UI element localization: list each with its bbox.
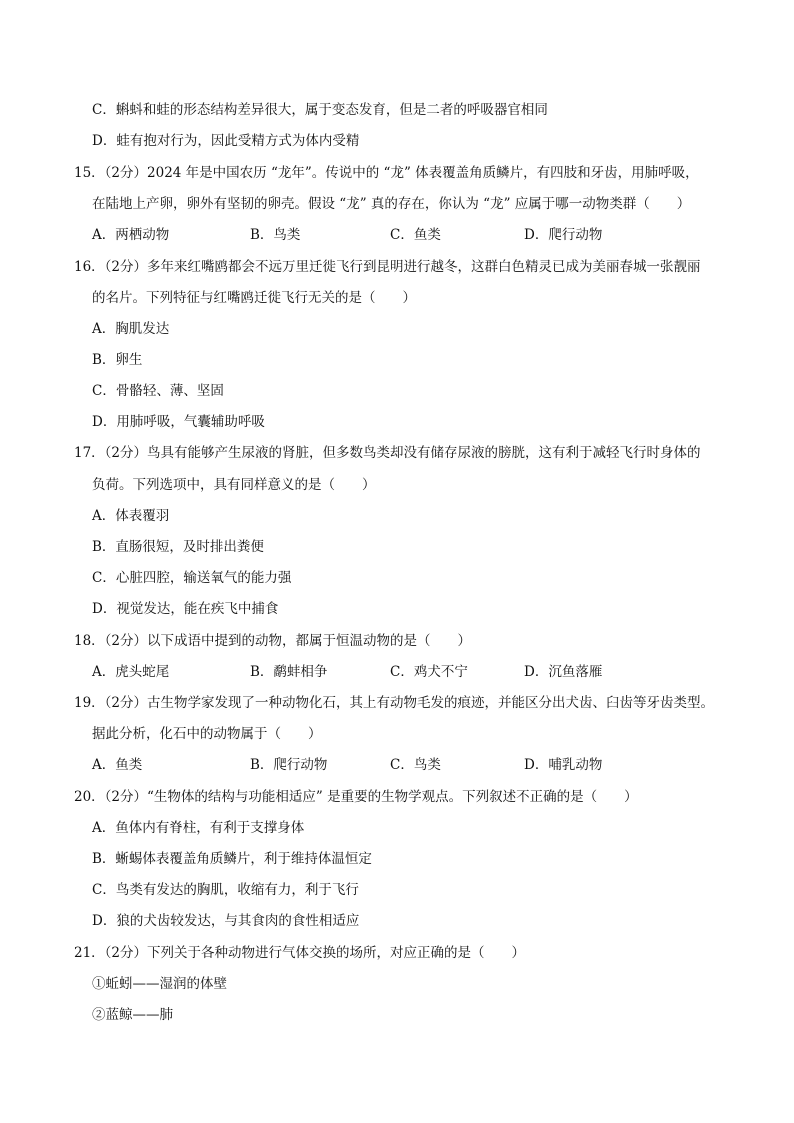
q18-option-b: B．鹬蚌相争	[250, 664, 328, 680]
q20-option-d: D．狼的犬齿较发达，与其食肉的食性相适应	[92, 913, 360, 929]
q18-option-a: A．虎头蛇尾	[92, 664, 170, 680]
q19-stem-line2: 据此分析，化石中的动物属于（ ）	[92, 726, 322, 742]
q17-option-c: C．心脏四腔，输送氧气的能力强	[92, 570, 292, 586]
q19-option-d: D．哺乳动物	[524, 757, 603, 773]
q15-stem-line1: 15．（2分）2024 年是中国农历 “龙年”。传说中的 “龙” 体表覆盖角质鳞片，有四肢和牙齿，用肺呼吸，	[74, 165, 699, 181]
q21-item-1: ①蚯蚓——湿润的体壁	[92, 976, 227, 992]
q16-option-b: B．卵生	[92, 352, 143, 368]
q18-stem-line1: 18．（2分）以下成语中提到的动物，都属于恒温动物的是（ ）	[74, 633, 472, 649]
q21-stem-line1: 21．（2分）下列关于各种动物进行气体交换的场所，对应正确的是（ ）	[74, 945, 526, 961]
q17-option-b: B．直肠很短，及时排出粪便	[92, 539, 264, 555]
q18-options-row	[92, 662, 602, 682]
q15-option-d: D．爬行动物	[524, 227, 603, 243]
q15-option-c: C．鱼类	[390, 227, 441, 243]
q17-stem-line1: 17．（2分）鸟具有能够产生尿液的肾脏，但多数鸟类却没有储存尿液的膀胱，这有利于减轻飞行时身体的	[74, 445, 701, 461]
q14-option-d: D．蛙有抱对行为，因此受精方式为体内受精	[92, 133, 360, 149]
q18-option-d: D．沉鱼落雁	[524, 664, 603, 680]
q21-item-2: ②蓝鲸——肺	[92, 1007, 173, 1023]
q15-option-a: A．两栖动物	[92, 227, 170, 243]
q20-option-c: C．鸟类有发达的胸肌，收缩有力，利于飞行	[92, 882, 359, 898]
q16-stem-line2: 的名片。下列特征与红嘴鸥迁徙飞行无关的是（ ）	[92, 290, 416, 306]
q20-stem-line1: 20．（2分）“生物体的结构与功能相适应” 是重要的生物学观点。下列叙述不正确的是（ ）	[74, 789, 638, 805]
q17-option-d: D．视觉发达，能在疾飞中捕食	[92, 601, 279, 617]
q19-stem-line1: 19．（2分）古生物学家发现了一种动物化石，其上有动物毛发的痕迹，并能区分出犬齿、臼齿等牙齿类型。	[74, 695, 715, 711]
q14-option-c: C．蝌蚪和蛙的形态结构差异很大，属于变态发育，但是二者的呼吸器官相同	[92, 102, 548, 118]
q18-option-c: C．鸡犬不宁	[390, 664, 468, 680]
q15-stem-line2: 在陆地上产卵，卵外有坚韧的卵壳。假设 “龙” 真的存在，你认为 “龙” 应属于哪一动物类群（ ）	[92, 196, 691, 212]
q16-option-a: A．胸肌发达	[92, 321, 170, 337]
q19-option-a: A．鱼类	[92, 757, 143, 773]
q15-options-row	[92, 225, 602, 245]
q16-option-d: D．用肺呼吸，气囊辅助呼吸	[92, 414, 265, 430]
q19-option-b: B．爬行动物	[250, 757, 328, 773]
q15-option-b: B．鸟类	[250, 227, 301, 243]
q19-option-c: C．鸟类	[390, 757, 441, 773]
q20-option-a: A．鱼体内有脊柱，有利于支撑身体	[92, 820, 305, 836]
q19-options-row	[92, 755, 602, 775]
q17-stem-line2: 负荷。下列选项中，具有同样意义的是（ ）	[92, 477, 376, 493]
q16-stem-line1: 16．（2分）多年来红嘴鸥都会不远万里迁徙飞行到昆明进行越冬，这群白色精灵已成为美丽春城一张靓丽	[74, 259, 701, 275]
q16-option-c: C．骨骼轻、薄、坚固	[92, 383, 224, 399]
q20-option-b: B．蜥蜴体表覆盖角质鳞片，利于维持体温恒定	[92, 851, 372, 867]
q17-option-a: A．体表覆羽	[92, 508, 170, 524]
